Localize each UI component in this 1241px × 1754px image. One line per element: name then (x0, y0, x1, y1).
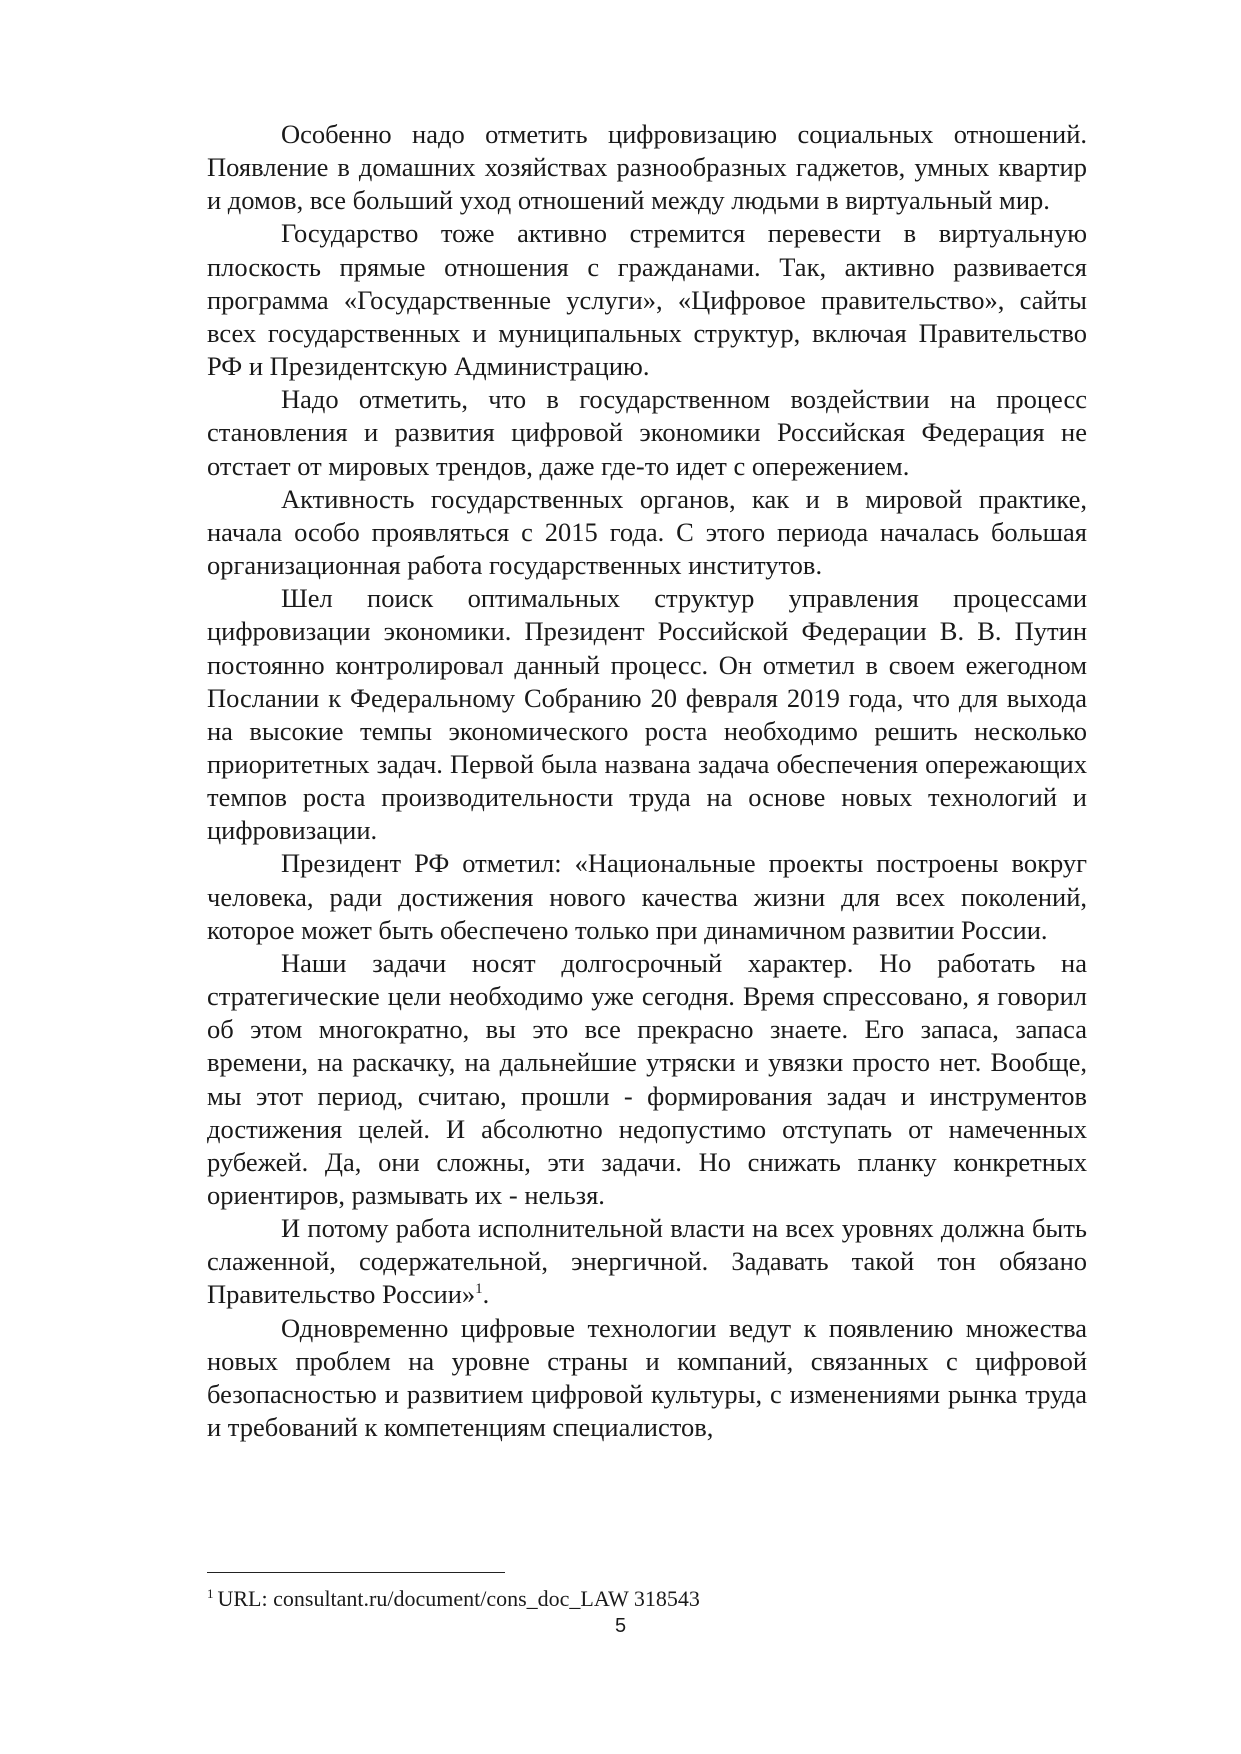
footnote-reference[interactable]: 1 (475, 1281, 483, 1298)
paragraph-9: Одновременно цифровые технологии ведут к появлению множества новых проблем на уровне страны и компаний, связанных с цифровой безопасностью и развитием цифровой культуры, с изменениями рынка труда и требований к компетенциям специалистов, (207, 1312, 1087, 1443)
paragraph-8-end: . (482, 1279, 490, 1310)
paragraph-3: Надо отметить, что в государственном воздействии на процесс становления и развития цифровой экономики Российская Федерация не отстает от мировых трендов, даже где-то идет с опережением. (207, 384, 1087, 481)
footnote-separator (207, 1572, 505, 1573)
paragraph-8-text: И потому работа исполнительной власти на всех уровнях должна быть слаженной, содержательной, энергичной. Задавать такой тон обязано Правительство России» (207, 1213, 1087, 1310)
body-text (207, 118, 1087, 1444)
paragraph-5: Шел поиск оптимальных структур управления процессами цифровизации экономики. Президент Российской Федерации В. В. Путин постоянно контролировал данный процесс. Он отметил в своем ежегодном Послании к Федеральному Собранию 20 февраля 2019 года, что для выхода на высокие темпы экономического роста необходимо решить несколько приоритетных задач. Первой была названа задача обеспечения опережающих темпов роста производительности труда на основе новых технологий и цифровизации. (207, 583, 1087, 846)
paragraph-6: Президент РФ отметил: «Национальные проекты построены вокруг человека, ради достижения нового качества жизни для всех поколений, которое может быть обеспечено только при динамичном развитии России. (207, 848, 1087, 945)
paragraph-8 (207, 1212, 1087, 1311)
footnote (207, 1586, 1087, 1612)
paragraph-2: Государство тоже активно стремится перевести в виртуальную плоскость прямые отношения с гражданами. Так, активно развивается программа «Государственные услуги», «Цифровое правительство», сайты всех государственных и муниципальных структур, включая Правительство РФ и Президентскую Администрацию. (207, 218, 1087, 382)
page-number: 5 (614, 1615, 627, 1637)
footnote-marker: 1 (207, 1585, 214, 1601)
paragraph-1: Особенно надо отметить цифровизацию социальных отношений. Появление в домашних хозяйствах разнообразных гаджетов, умных квартир и домов, все больший уход отношений между людьми в виртуальный мир. (207, 119, 1087, 216)
paragraph-7: Наши задачи носят долгосрочный характер. Но работать на стратегические цели необходимо уже сегодня. Время спрессовано, я говорил об этом многократно, вы это все прекрасно знаете. Его запаса, запаса времени, на раскачку, на дальнейшие утряски и увязки просто нет. Вообще, мы этот период, считаю, прошли - формирования задач и инструментов достижения целей. И абсолютно недопустимо отступать от намеченных рубежей. Да, они сложны, эти задачи. Но снижать планку конкретных ориентиров, размывать их - нельзя. (207, 947, 1087, 1210)
footnote-text: URL: consultant.ru/document/cons_doc_LAW 318543 (217, 1586, 700, 1611)
paragraph-4: Активность государственных органов, как и в мировой практике, начала особо проявляться с 2015 года. С этого периода началась большая организационная работа государственных институтов. (207, 483, 1087, 581)
